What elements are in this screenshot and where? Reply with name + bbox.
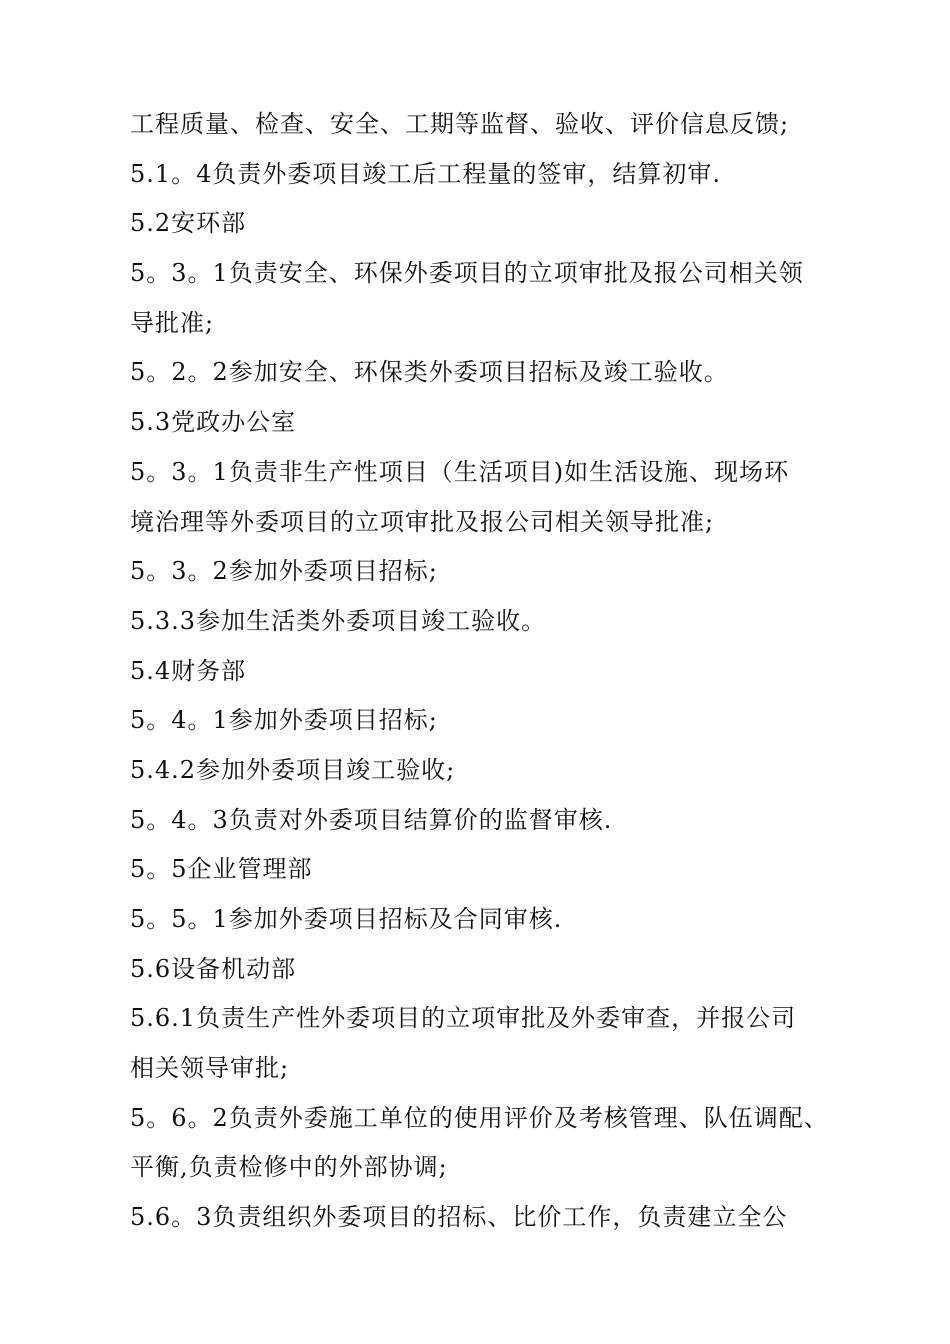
text-line: 5。3。1负责非生产性项目（生活项目)如生活设施、现场环 (130, 457, 790, 486)
text-line: 平衡,负责检修中的外部协调; (130, 1153, 448, 1182)
text-line: 5。4。3负责对外委项目结算价的监督审核. (130, 805, 613, 834)
text-line: 相关领导审批; (130, 1054, 290, 1083)
section-heading: 5.3党政办公室 (130, 408, 297, 437)
section-heading: 5。5企业管理部 (130, 855, 313, 884)
text-line: 5.6.1负责生产性外委项目的立项审批及外委审查，并报公司 (130, 1004, 797, 1033)
text-line: 境治理等外委项目的立项审批及报公司相关领导批准; (130, 507, 715, 536)
text-line: 5.4.2参加外委项目竣工验收; (130, 755, 456, 784)
text-line: 5。6。2负责外委施工单位的使用评价及考核管理、队伍调配、 (130, 1103, 829, 1132)
text-line: 5。3。2参加外委项目招标; (130, 557, 438, 586)
document-body (130, 100, 840, 1243)
text-line: 5。2。2参加安全、环保类外委项目招标及竣工验收。 (130, 358, 729, 387)
text-line: 工程质量、检查、安全、工期等监督、验收、评价信息反馈; (130, 110, 790, 138)
text-line: 5。5。1参加外委项目招标及合同审核. (130, 905, 563, 933)
text-line: 5.1。4负责外委项目竣工后工程量的签审，结算初审. (130, 159, 722, 188)
text-line: 5.6。3负责组织外委项目的招标、比价工作，负责建立全公 (130, 1203, 788, 1232)
text-line: 5.3.3参加生活类外委项目竣工验收。 (130, 606, 547, 635)
text-line: 5。3。1负责安全、环保外委项目的立项审批及报公司相关领 (130, 259, 804, 288)
section-heading: 5.2安环部 (130, 209, 247, 238)
text-line: 导批准; (130, 308, 215, 337)
section-heading: 5.4财务部 (130, 656, 247, 685)
section-heading: 5.6设备机动部 (130, 954, 297, 983)
text-line: 5。4。1参加外委项目招标; (130, 706, 438, 735)
